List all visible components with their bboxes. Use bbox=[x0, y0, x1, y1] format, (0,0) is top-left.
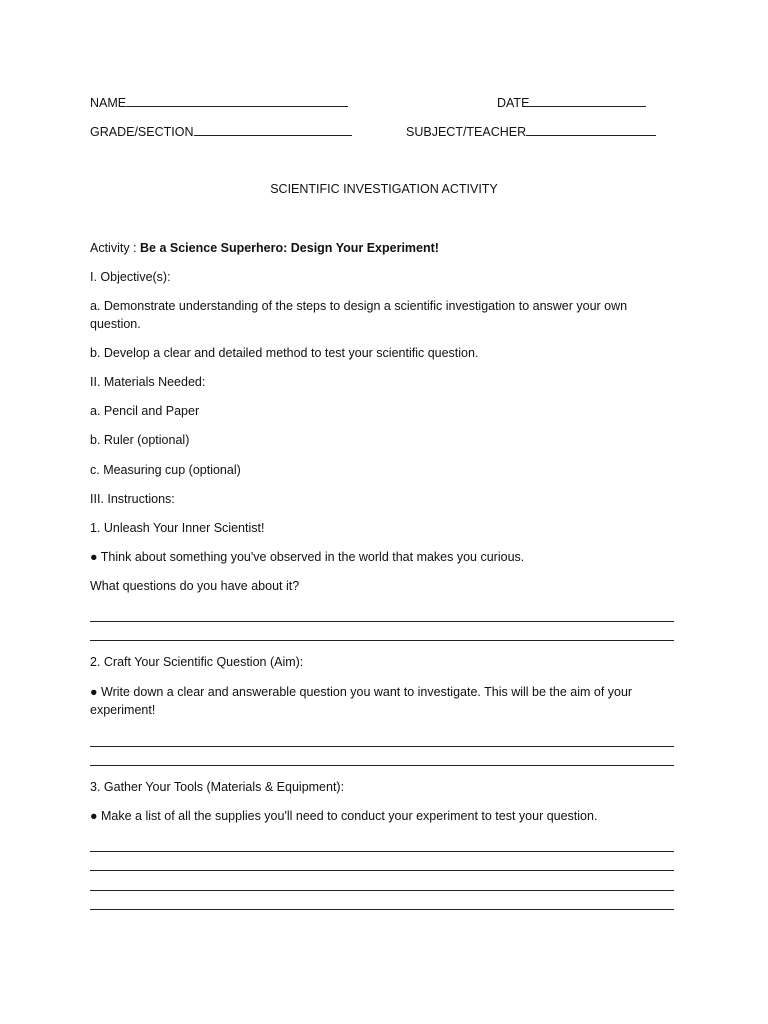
grade-section-blank[interactable] bbox=[194, 122, 352, 136]
answer-line[interactable] bbox=[90, 851, 674, 852]
answer-line[interactable] bbox=[90, 890, 674, 891]
answer-line[interactable] bbox=[90, 746, 674, 747]
objective-a: a. Demonstrate understanding of the steps to design a scientific investigation to answer your own question. bbox=[90, 299, 628, 331]
material-c: c. Measuring cup (optional) bbox=[90, 463, 241, 477]
instructions-heading: III. Instructions: bbox=[90, 492, 175, 506]
step2-title: 2. Craft Your Scientific Question (Aim): bbox=[90, 655, 304, 669]
materials-heading: II. Materials Needed: bbox=[90, 375, 206, 389]
step1-prompt: What questions do you have about it? bbox=[90, 579, 300, 593]
step1-title: 1. Unleash Your Inner Scientist! bbox=[90, 521, 265, 535]
step2-bullet: ● Write down a clear and answerable question you want to investigate. This will be the aim of your experiment! bbox=[90, 685, 633, 717]
date-blank[interactable] bbox=[529, 93, 646, 107]
material-b: b. Ruler (optional) bbox=[90, 433, 190, 447]
date-label: DATE bbox=[497, 96, 530, 110]
step3-title: 3. Gather Your Tools (Materials & Equipment): bbox=[90, 780, 345, 794]
name-field[interactable] bbox=[90, 93, 348, 112]
objective-b: b. Develop a clear and detailed method to test your scientific question. bbox=[90, 346, 479, 360]
answer-line[interactable] bbox=[90, 870, 674, 871]
objectives-heading: I. Objective(s): bbox=[90, 270, 171, 284]
name-label: NAME bbox=[90, 96, 127, 110]
grade-section-label: GRADE/SECTION bbox=[90, 125, 194, 139]
subject-teacher-blank[interactable] bbox=[526, 122, 656, 136]
date-field[interactable] bbox=[497, 93, 646, 112]
activity-prefix: Activity : bbox=[90, 241, 141, 255]
answer-line[interactable] bbox=[90, 621, 674, 622]
subject-teacher-label: SUBJECT/TEACHER bbox=[406, 125, 527, 139]
answer-line[interactable] bbox=[90, 909, 674, 910]
step3-bullet: ● Make a list of all the supplies you'll need to conduct your experiment to test your question. bbox=[90, 809, 598, 823]
answer-line[interactable] bbox=[90, 765, 674, 766]
subject-teacher-field[interactable] bbox=[406, 122, 656, 141]
material-a: a. Pencil and Paper bbox=[90, 404, 200, 418]
answer-line[interactable] bbox=[90, 640, 674, 641]
activity-line bbox=[90, 239, 439, 257]
page-title: SCIENTIFIC INVESTIGATION ACTIVITY bbox=[270, 182, 498, 196]
grade-section-field[interactable] bbox=[90, 122, 352, 141]
activity-name: Be a Science Superhero: Design Your Experiment! bbox=[140, 241, 439, 255]
name-blank[interactable] bbox=[126, 93, 348, 107]
step1-bullet: ● Think about something you've observed in the world that makes you curious. bbox=[90, 550, 525, 564]
